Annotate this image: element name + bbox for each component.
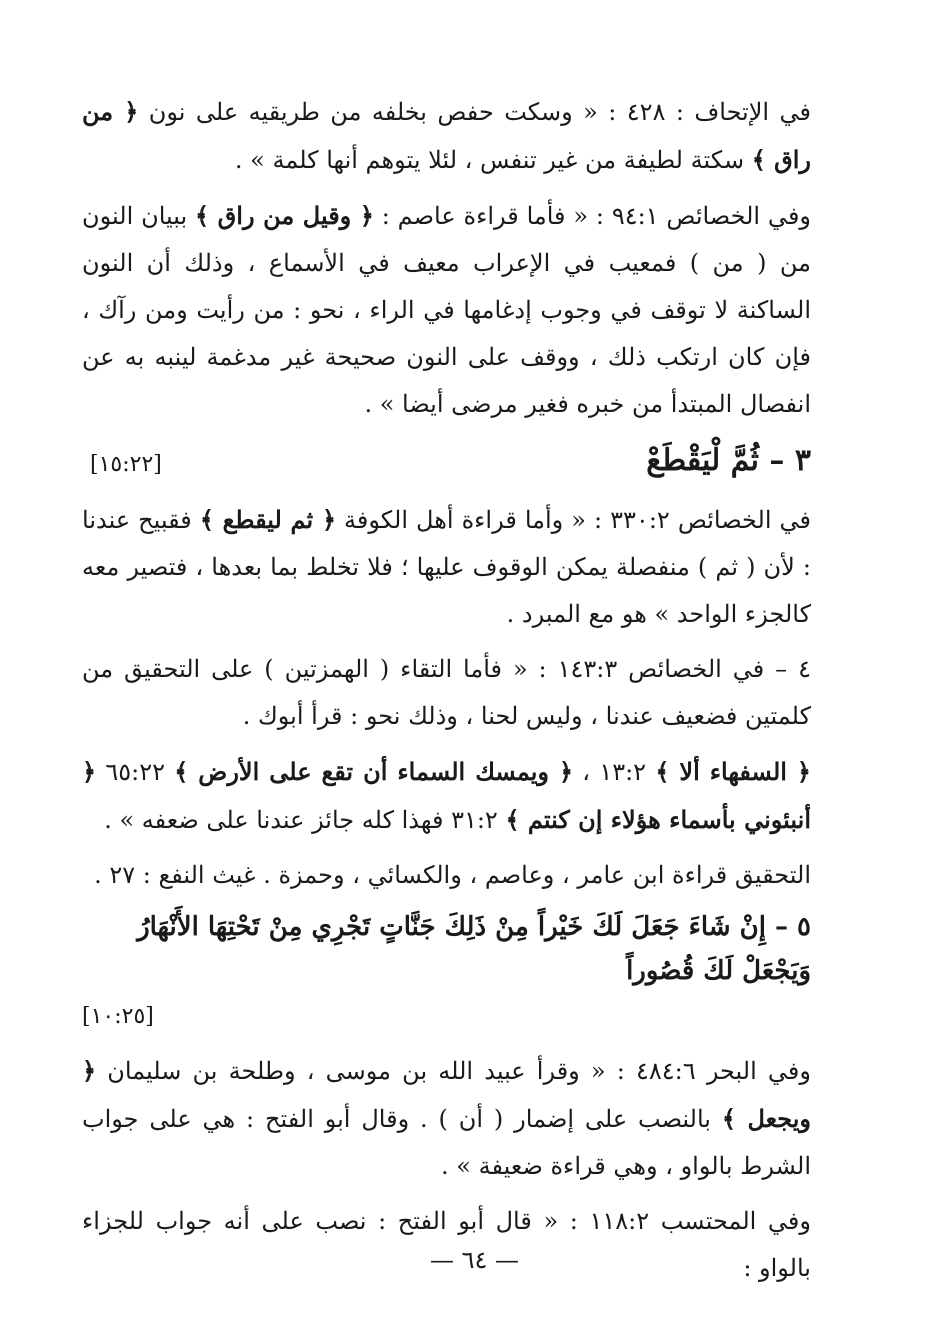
verse-reference: [١٠:٢٥]	[82, 1004, 154, 1029]
paragraph-muhtasab: وفي المحتسب ١١٨:٢ : « قال أبو الفتح : نصب على أنه جواب للجزاء بالواو :	[82, 1207, 811, 1282]
verse-heading-5	[82, 905, 811, 1039]
quran-quote: ﴿ من راق ﴾	[82, 97, 811, 174]
paragraph-text: وفي الخصائص ٩٤:١ : « فأما قراءة عاصم :	[373, 202, 812, 230]
verse-heading-3	[82, 436, 811, 486]
page-number: — ٦٤ —	[429, 1246, 520, 1274]
quran-quote: ﴿ وقيل من راق ﴾	[195, 201, 374, 230]
paragraph-khasais-2	[82, 496, 811, 638]
paragraph-khasais-3: ٤ – في الخصائص ١٤٣:٣ : « فأما التقاء ( الهمزتين ) على التحقيق من كلمتين فضعيف عندنا ، وليس لحنا ، وذلك نحو : قرأ أبوك .	[82, 655, 812, 730]
verse-reference: [١٥:٢٢]	[90, 452, 162, 477]
quran-quote: ﴿ السفهاء ألا ﴾	[655, 757, 811, 786]
verse-text: ٣ – ثُمَّ لْيَقْطَعْ	[646, 443, 811, 478]
paragraph-verses	[82, 748, 811, 844]
quran-quote: ﴿ ويمسك السماء أن تقع على الأرض ﴾	[174, 757, 574, 786]
paragraph-text: في الإتحاف : ٤٢٨ : « وسكت حفص بخلفه من طريقيه على نون	[138, 98, 811, 126]
paragraph-text: فقبيح عندنا : لأن ( ثم ) منفصلة يمكن الوقوف عليها ؛ فلا تخلط بما بعدها ، فتصير معه كالجزء الواحد » هو مع المبرد .	[82, 506, 811, 628]
paragraph-itihaf	[82, 88, 811, 184]
quran-quote: ﴿ أنبئوني بأسماء هؤلاء إن كنتم ﴾	[82, 757, 811, 834]
paragraph-text: في الخصائص ٣٣٠:٢ : « وأما قراءة أهل الكوفة	[336, 506, 812, 534]
paragraph-text: سكتة لطيفة من غير تنفس ، لئلا يتوهم أنها كلمة » .	[234, 146, 752, 174]
paragraph-tahqiq: التحقيق قراءة ابن عامر ، وعاصم ، والكسائي ، وحمزة . غيث النفع : ٢٧ .	[94, 861, 811, 889]
paragraph-text: وفي البحر ٤٨٤:٦ : « وقرأ عبيد الله بن موسى ، وطلحة بن سليمان	[96, 1057, 811, 1085]
paragraph-text: ٣١:٢ فهذا كله جائز عندنا على ضعفه » .	[104, 806, 506, 834]
paragraph-text: ١٣:٢ ،	[573, 758, 656, 786]
paragraph-text: بالنصب على إضمار ( أن ) . وقال أبو الفتح : هي على جواب الشرط بالواو ، وهي قراءة ضعيفة » .	[82, 1105, 811, 1180]
paragraph-khasais-1	[82, 192, 811, 428]
verse-text: ٥ – إِنْ شَاءَ جَعَلَ لَكَ خَيْراً مِنْ ذَلِكَ جَنَّاتٍ تَجْرِي مِنْ تَحْتِهَا الأَنْهَارُ وَيَجْعَلْ لَكَ قُصُوراً	[137, 912, 811, 986]
paragraph-text: ٦٥:٢٢	[96, 758, 175, 786]
quran-quote: ﴿ ويجعل ﴾	[82, 1056, 811, 1133]
quran-quote: ﴿ ثم ليقطع ﴾	[199, 505, 337, 534]
paragraph-bahr	[82, 1047, 811, 1190]
paragraph-text: ببيان النون من ( من ) فمعيب في الإعراب معيف في الأسماع ، وذلك أن النون الساكنة لا توقف في وجوب إدغامها في الراء ، نحو : من رأيت ومن رآك ، فإن كان ارتكب ذلك ، ووقف على النون صحيحة غير مدغمة لينبه به عن انفصال المبتدأ من خبره فغير مرضى أيضا » .	[82, 202, 812, 418]
